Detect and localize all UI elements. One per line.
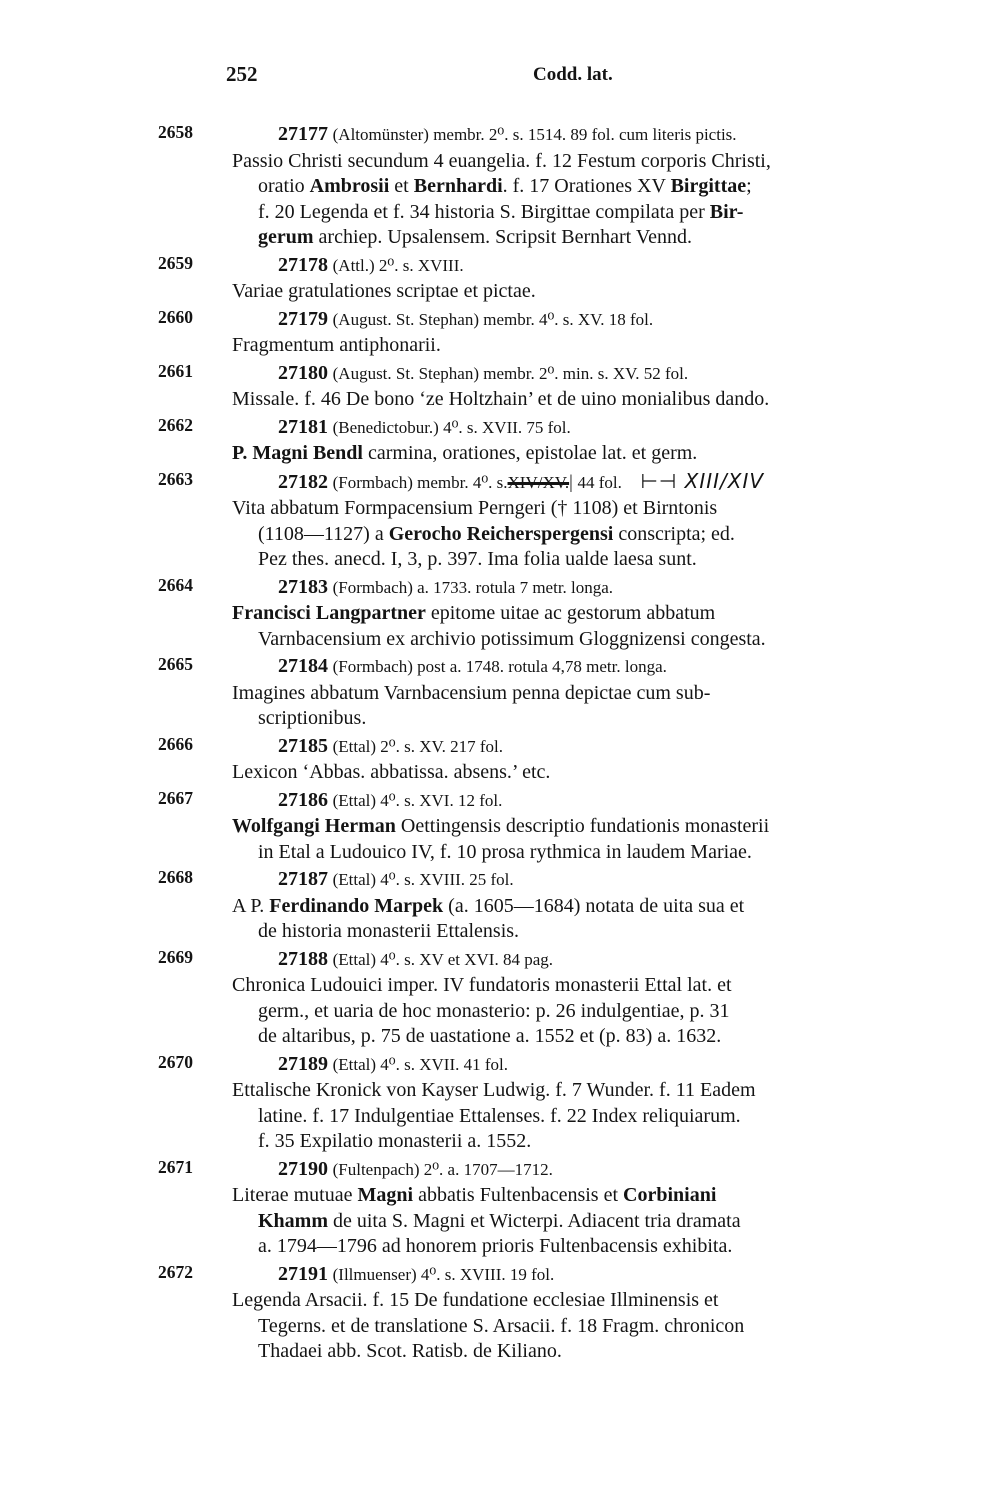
desc-line: Tegerns. et de translatione S. Arsacii. f. 18 Fragm. chronicon xyxy=(258,1314,745,1337)
codex-number: 27188 xyxy=(278,947,328,970)
entry-number: 2663 xyxy=(158,468,193,489)
codex-meta: (Fultenpach) 2⁰. a. 1707—1712. xyxy=(332,1159,553,1179)
desc-line: Thadaei abb. Scot. Ratisb. de Kiliano. xyxy=(258,1340,562,1362)
entry-heading xyxy=(278,867,930,894)
entry-description xyxy=(232,149,930,251)
catalog-entry xyxy=(158,1262,930,1365)
entry-heading xyxy=(278,654,930,681)
codex-number: 27179 xyxy=(278,307,328,330)
entry-number: 2662 xyxy=(158,414,193,435)
entry-description xyxy=(232,333,930,359)
codex-meta: (Ettal) 4⁰. s. XVII. 41 fol. xyxy=(332,1054,508,1074)
codex-number: 27177 xyxy=(278,123,328,145)
entry-heading xyxy=(278,1157,930,1184)
codex-number: 27186 xyxy=(278,788,328,811)
struck-dating: XIV/XV. xyxy=(507,472,570,492)
entry-description xyxy=(232,496,930,573)
entry-number: 2660 xyxy=(158,306,193,327)
desc-line: Missale. f. 46 De bono ‘ze Holtzhain’ et de uino monialibus dando. xyxy=(232,388,770,410)
catalog-entry xyxy=(158,947,930,1050)
codex-meta: (Ettal) 4⁰. s. XVI. 12 fol. xyxy=(332,790,503,810)
entry-description: Francisci Langpartner epitome uitae ac gestorum abbatum Varnbacensium ex archivio potissimum Gloggnizensi congesta. xyxy=(232,601,930,652)
codex-number: 27182 xyxy=(278,470,328,493)
desc-line: latine. f. 17 Indulgentiae Ettalenses. f. 22 Index reliquiarum. xyxy=(258,1104,741,1127)
desc-line: gerum archiep. Upsalensem. Scripsit Bernhart Vennd. xyxy=(258,226,692,248)
entry-heading xyxy=(278,122,930,149)
catalog-entry xyxy=(158,1157,930,1260)
entry-number: 2672 xyxy=(158,1261,193,1282)
codex-number: 27180 xyxy=(278,361,328,384)
codex-meta: (Illmuenser) 4⁰. s. XVIII. 19 fol. xyxy=(332,1264,555,1284)
entry-description: Literae mutuae Magni abbatis Fultenbacensis et Corbiniani Khamm de uita S. Magni et Wicterpi. Adiacent tria dramata a. 1794—1796 ad honorem prioris Fultenbacensis exhibita. xyxy=(232,1183,930,1260)
codex-meta: (Ettal) 4⁰. s. XVIII. 25 fol. xyxy=(332,870,514,889)
desc-line: Legenda Arsacii. f. 15 De fundatione ecclesiae Illminensis et xyxy=(232,1289,719,1311)
catalog-entries xyxy=(158,122,930,1367)
catalog-entry xyxy=(158,253,930,305)
entry-heading xyxy=(278,947,930,974)
entry-description: Wolfgangi Herman Oettingensis descriptio fundationis monasterii in Etal a Ludouico IV, f. 10 prosa rythmica in laudem Mariae. xyxy=(232,814,930,865)
desc-line: a. 1794—1796 ad honorem prioris Fultenbacensis exhibita. xyxy=(258,1235,733,1257)
person-name: Francisci Langpartner xyxy=(232,602,426,624)
entry-number: 2664 xyxy=(158,574,193,595)
codex-number: 27190 xyxy=(278,1157,328,1180)
catalog-entry xyxy=(158,575,930,653)
desc-line: scriptionibus. xyxy=(258,707,367,729)
codex-number: 27183 xyxy=(278,575,328,598)
person-name: Magni xyxy=(357,1184,414,1206)
desc-line: in Etal a Ludouico IV, f. 10 prosa rythmica in laudem Mariae. xyxy=(258,840,752,863)
entry-heading xyxy=(278,253,930,280)
entry-heading xyxy=(278,734,930,761)
codex-meta: (August. St. Stephan) membr. 4⁰. s. XV. 18 fol. xyxy=(332,309,654,329)
entry-description xyxy=(232,1288,930,1365)
person-name: Khamm xyxy=(258,1209,328,1232)
catalog-entry xyxy=(158,1052,930,1155)
person-name: P. Magni Bendl xyxy=(232,442,363,464)
entry-heading: 27182 (Formbach) membr. 4⁰. s.XIV/XV.| 44 fol. ⊢⊣ XIII/XIV xyxy=(278,468,765,493)
codex-meta: (Formbach) post a. 1748. rotula 4,78 metr. longa. xyxy=(332,657,667,676)
entry-number: 2658 xyxy=(158,122,193,142)
codex-number: 27191 xyxy=(278,1262,328,1285)
codex-number: 27181 xyxy=(278,415,328,438)
person-name: Ferdinando Marpek xyxy=(269,894,444,917)
catalog-entry xyxy=(158,122,930,251)
codex-number: 27185 xyxy=(278,734,328,757)
codex-meta: (Ettal) 2⁰. s. XV. 217 fol. xyxy=(332,736,503,756)
codex-meta: 44 fol. xyxy=(577,472,622,492)
desc-line: Lexicon ‘Abbas. abbatissa. absens.’ etc. xyxy=(232,761,551,783)
codex-meta: (Formbach) a. 1733. rotula 7 metr. longa. xyxy=(332,577,614,597)
entry-description xyxy=(232,681,930,732)
catalog-entry xyxy=(158,654,930,732)
desc-line: de historia monasterii Ettalensis. xyxy=(258,920,520,942)
codex-number: 27178 xyxy=(278,253,328,276)
catalog-entry xyxy=(158,867,930,945)
desc-line: (1108—1127) a Gerocho Reicherspergensi conscripta; ed. xyxy=(258,522,735,545)
entry-number: 2666 xyxy=(158,733,193,754)
codex-meta: (Formbach) membr. 4⁰. s. xyxy=(332,472,508,492)
person-name: gerum xyxy=(258,226,314,248)
person-name: Ambrosii xyxy=(309,175,390,197)
entry-number: 2671 xyxy=(158,1156,193,1177)
entry-heading xyxy=(278,1262,930,1289)
catalog-entry xyxy=(158,788,930,866)
codex-number: 27187 xyxy=(278,868,328,890)
desc-line: carmina, orationes, epistolae lat. et germ. xyxy=(362,442,698,464)
desc-line: Ettalische Kronick von Kayser Ludwig. f. 7 Wunder. f. 11 Eadem xyxy=(232,1079,756,1101)
codex-number: 27189 xyxy=(278,1052,328,1075)
desc-line: de altaribus, p. 75 de uastatione a. 1552 et (p. 83) a. 1632. xyxy=(258,1025,722,1047)
catalog-entry xyxy=(158,307,930,359)
desc-line: Khamm de uita S. Magni et Wicterpi. Adiacent tria dramata xyxy=(258,1209,741,1232)
handwritten-annotation: ⊢⊣ XIII/XIV xyxy=(640,468,765,493)
entry-heading xyxy=(278,575,930,602)
desc-line: Fragmentum antiphonarii. xyxy=(232,334,441,356)
desc-line: germ., et uaria de hoc monasterio: p. 26 indulgentiae, p. 31 xyxy=(258,999,730,1022)
codex-number: 27184 xyxy=(278,655,328,677)
desc-line: Chronica Ludouici imper. IV fundatoris monasterii Ettal lat. et xyxy=(232,974,732,996)
entry-number: 2665 xyxy=(158,654,193,674)
desc-line: Variae gratulationes scriptae et pictae. xyxy=(232,280,536,302)
running-title: Codd. lat. xyxy=(533,64,613,85)
desc-line: f. 35 Expilatio monasterii a. 1552. xyxy=(258,1130,532,1152)
entry-description xyxy=(232,441,930,467)
entry-number: 2667 xyxy=(158,787,193,808)
desc-line: Varnbacensium ex archivio potissimum Gloggnizensi congesta. xyxy=(258,627,766,650)
entry-number: 2669 xyxy=(158,946,193,967)
entry-number: 2668 xyxy=(158,867,193,887)
codex-meta: (August. St. Stephan) membr. 2⁰. min. s. XV. 52 fol. xyxy=(332,363,689,383)
entry-heading xyxy=(278,788,930,815)
entry-heading xyxy=(278,415,930,442)
catalog-entry xyxy=(158,415,930,467)
desc-line: Vita abbatum Formpacensium Perngeri († 1108) et Birntonis xyxy=(232,497,718,519)
entry-heading xyxy=(278,1052,930,1079)
entry-description: A P. Ferdinando Marpek (a. 1605—1684) notata de uita sua et de historia monasterii Ettalensis. xyxy=(232,894,930,945)
person-name: Birgittae xyxy=(670,175,747,197)
catalog-entry xyxy=(158,361,930,413)
entry-number: 2670 xyxy=(158,1051,193,1072)
entry-description xyxy=(232,279,930,305)
desc-line: f. 20 Legenda et f. 34 historia S. Birgittae compilata per Bir- xyxy=(258,200,744,223)
entry-number: 2661 xyxy=(158,360,193,381)
entry-description xyxy=(232,973,930,1050)
entry-heading xyxy=(278,361,930,388)
person-name: Bir- xyxy=(709,200,744,223)
page-number: 252 xyxy=(226,62,258,86)
entry-number: 2659 xyxy=(158,252,193,273)
catalog-entry xyxy=(158,734,930,786)
catalog-entry xyxy=(158,469,930,573)
codex-meta: (Altomünster) membr. 2⁰. s. 1514. 89 fol. cum literis pictis. xyxy=(332,125,737,144)
person-name: Gerocho Reicherspergensi xyxy=(388,522,614,545)
entry-description xyxy=(232,387,930,413)
desc-line: Pez thes. anecd. I, 3, p. 397. Ima folia ualde laesa sunt. xyxy=(258,548,697,570)
person-name: Bernhardi xyxy=(413,175,503,197)
person-name: Wolfgangi Herman xyxy=(232,815,396,837)
codex-meta: (Ettal) 4⁰. s. XV et XVI. 84 pag. xyxy=(332,949,554,969)
codex-meta: (Attl.) 2⁰. s. XVIII. xyxy=(332,255,464,275)
entry-description xyxy=(232,760,930,786)
desc-line: oratio Ambrosii et Bernhardi. f. 17 Orationes XV Birgittae; xyxy=(258,175,752,197)
desc-line: Passio Christi secundum 4 euangelia. f. 12 Festum corporis Christi, xyxy=(232,149,771,172)
person-name: Corbiniani xyxy=(623,1184,717,1206)
entry-heading xyxy=(278,307,930,334)
desc-line: Imagines abbatum Varnbacensium penna depictae cum sub- xyxy=(232,681,711,704)
codex-meta: (Benedictobur.) 4⁰. s. XVII. 75 fol. xyxy=(332,417,571,437)
entry-description xyxy=(232,1078,930,1155)
page-header xyxy=(226,62,826,92)
